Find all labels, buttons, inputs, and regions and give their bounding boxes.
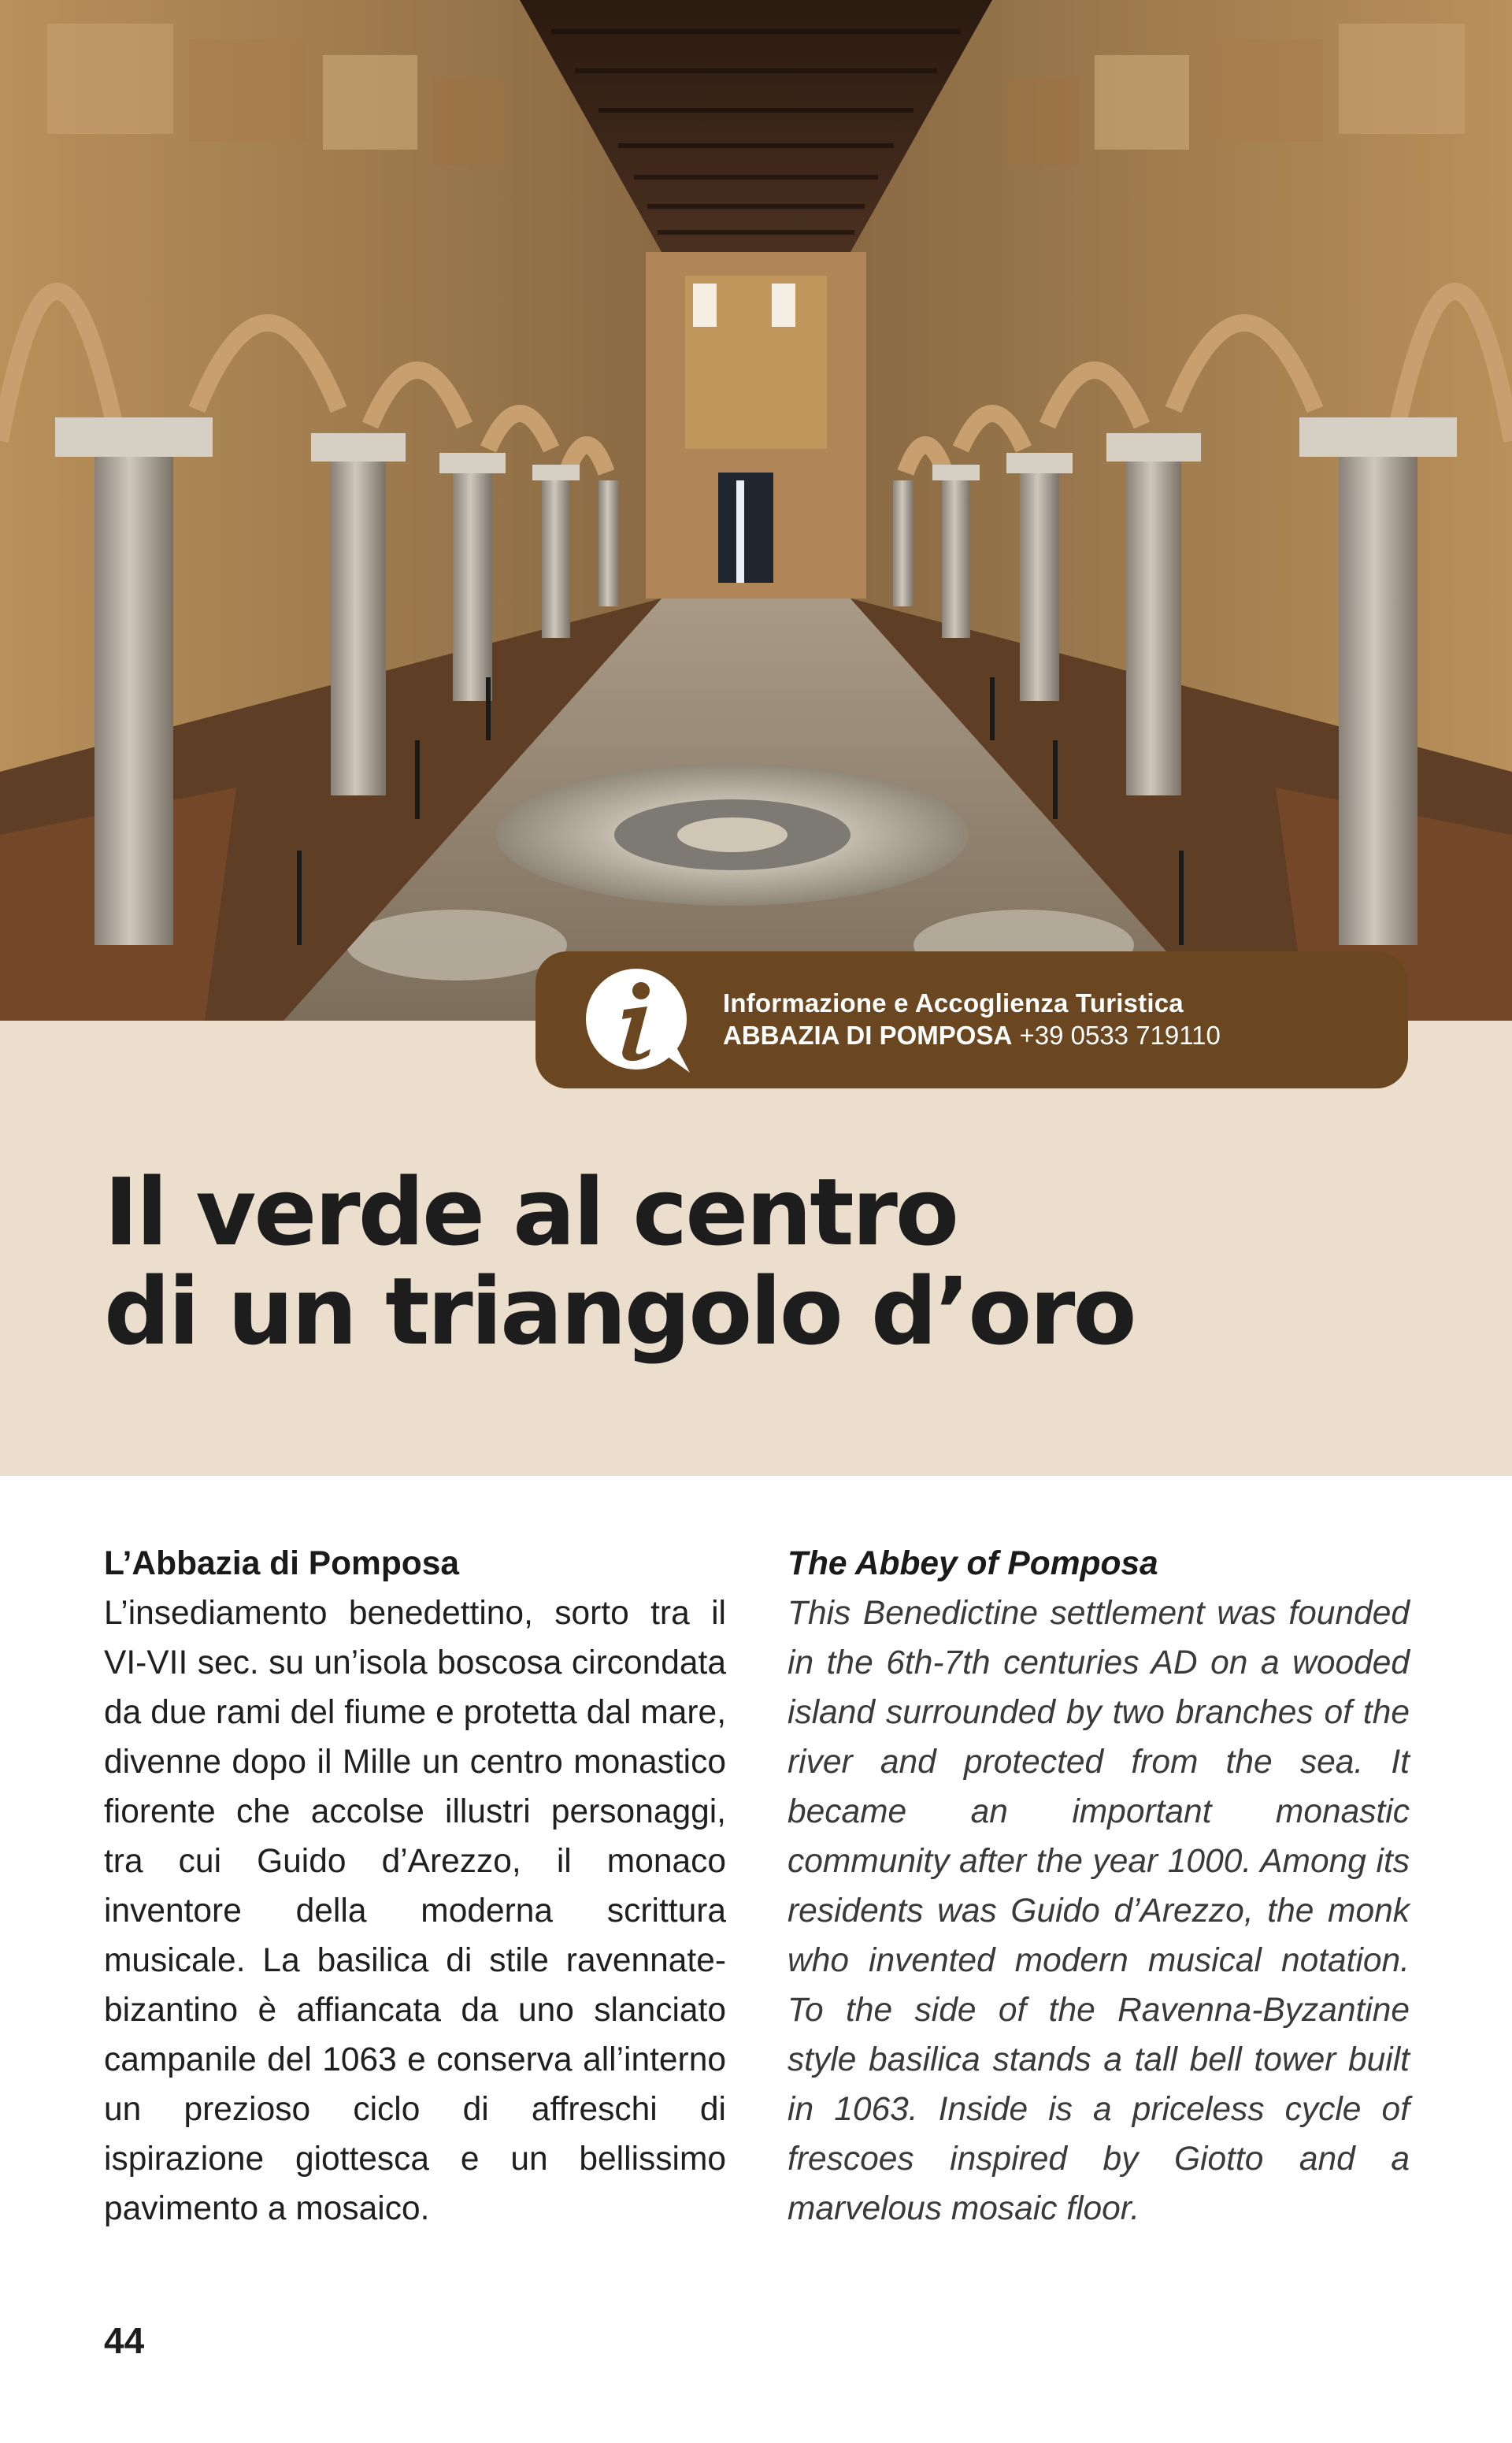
italian-body: L’insediamento benedettino, sorto tra il VI-VII sec. su un’isola boscosa circondata da due rami del fiume e protetta dal mare, divenne dopo il Mille un centro monastico fiorente che accolse illustri personaggi, tra cui Guido d’Arezzo, il monaco inventore della moderna scrittura musicale. La basilica di stile ravennate-bizantino è affiancata da uno slanciato campanile del 1063 e conserva all’interno un prezioso ciclo di affreschi di ispirazione giottesca e un bellissimo pavimento a mosaico. <box>104 1595 726 2227</box>
info-phone-number: +39 0533 719110 <box>1019 1021 1221 1050</box>
italian-heading: L’Abbazia di Pomposa <box>104 1545 460 1582</box>
info-contact-line <box>723 1019 1408 1052</box>
english-body: This Benedictine settlement was founded in the 6th-7th centuries AD on a wooded island surrounded by two branches of the river and protected from the sea. It became an important monastic community after the year 1000. Among its residents was Guido d’Arezzo, the monk who invented modern musical notation. To the side of the Ravenna-Byzantine style basilica stands a tall bell tower built in 1063. Inside is a priceless cycle of frescoes inspired by Giotto and a marvelous mosaic floor. <box>788 1595 1410 2227</box>
info-place-name: ABBAZIA DI POMPOSA <box>723 1021 1013 1050</box>
english-column <box>788 1539 1410 2234</box>
english-heading: The Abbey of Pomposa <box>788 1545 1158 1582</box>
tourist-info-box <box>536 951 1408 1088</box>
info-icon <box>586 967 695 1076</box>
title-band <box>0 1021 1512 1476</box>
abbey-interior-photo <box>0 0 1512 1021</box>
page-title <box>104 1158 1135 1366</box>
page-title-line-1: Il verde al centro <box>104 1158 957 1266</box>
page-number: 44 <box>104 2320 145 2361</box>
info-office-label: Informazione e Accoglienza Turistica <box>723 988 1184 1018</box>
italian-column <box>104 1539 726 2234</box>
page-title-line-2: di un triangolo d’oro <box>104 1257 1135 1366</box>
